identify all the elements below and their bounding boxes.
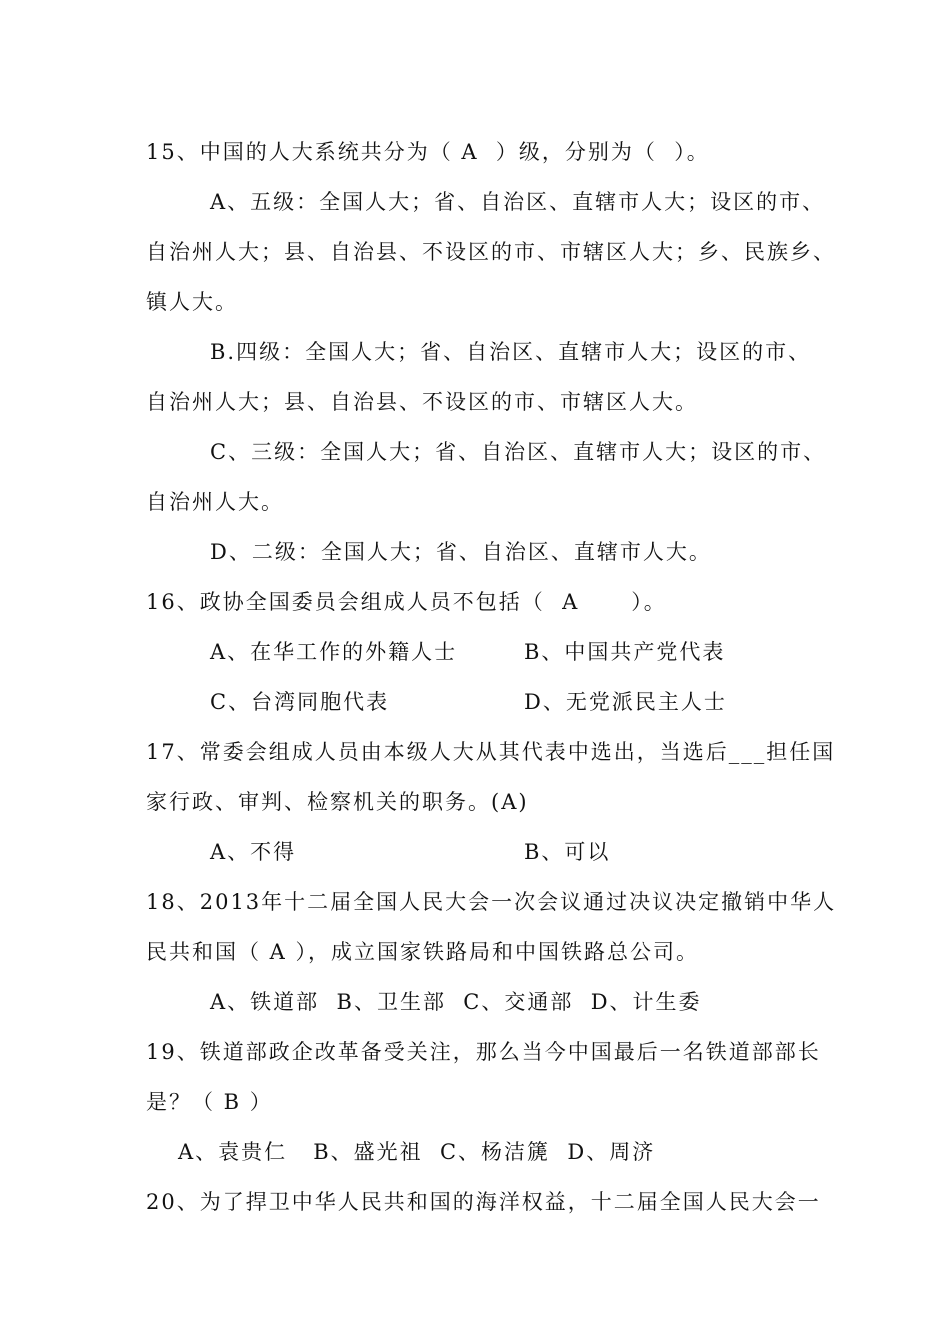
question-16-option-a: A、在华工作的外籍人士 xyxy=(210,640,458,664)
question-18-stem-cont: 民共和国（ A ），成立国家铁路局和中国铁路总公司。 xyxy=(146,940,700,964)
question-15-stem: 15、中国的人大系统共分为（ A ）级，分别为（ ）。 xyxy=(146,140,710,164)
question-16-option-c: C、台湾同胞代表 xyxy=(210,690,390,714)
question-18-stem: 18、2013年十二届全国人民大会一次会议通过决议决定撤销中华人 xyxy=(146,890,837,914)
question-15-option-a-cont2: 镇人大。 xyxy=(146,290,238,314)
question-15-option-d: D、二级：全国人大；省、自治区、直辖市人大。 xyxy=(210,540,712,564)
question-16-stem: 16、政协全国委员会组成人员不包括（ A ）。 xyxy=(146,590,667,614)
question-15-option-a-cont: 自治州人大；县、自治县、不设区的市、市辖区人大；乡、民族乡、 xyxy=(146,240,836,264)
question-17-stem-cont: 家行政、审判、检察机关的职务。(A) xyxy=(146,790,529,814)
question-17-option-b: B、可以 xyxy=(524,840,611,864)
question-19-options: A、袁贵仁 B、盛光祖 C、杨洁篪 D、周济 xyxy=(178,1140,656,1164)
question-17-option-a: A、不得 xyxy=(210,840,297,864)
question-16-option-b: B、中国共产党代表 xyxy=(524,640,726,664)
question-20-stem: 20、为了捍卫中华人民共和国的海洋权益，十二届全国人民大会一 xyxy=(146,1190,821,1214)
question-15-option-c: C、三级：全国人大；省、自治区、直辖市人大；设区的市、 xyxy=(210,440,827,464)
question-18-options: A、铁道部 B、卫生部 C、交通部 D、计生委 xyxy=(210,990,702,1014)
question-19-stem-cont: 是？（ B ） xyxy=(146,1090,273,1114)
question-15-option-a: A、五级：全国人大；省、自治区、直辖市人大；设区的市、 xyxy=(210,190,826,214)
question-19-stem: 19、铁道部政企改革备受关注，那么当今中国最后一名铁道部部长 xyxy=(146,1040,821,1064)
question-16-option-d: D、无党派民主人士 xyxy=(524,690,727,714)
question-17-stem: 17、常委会组成人员由本级人大从其代表中选出，当选后___担任国 xyxy=(146,740,836,764)
question-15-option-c-cont: 自治州人大。 xyxy=(146,490,284,514)
question-15-option-b: B.四级：全国人大；省、自治区、直辖市人大；设区的市、 xyxy=(210,340,812,364)
question-15-option-b-cont: 自治州人大；县、自治县、不设区的市、市辖区人大。 xyxy=(146,390,698,414)
